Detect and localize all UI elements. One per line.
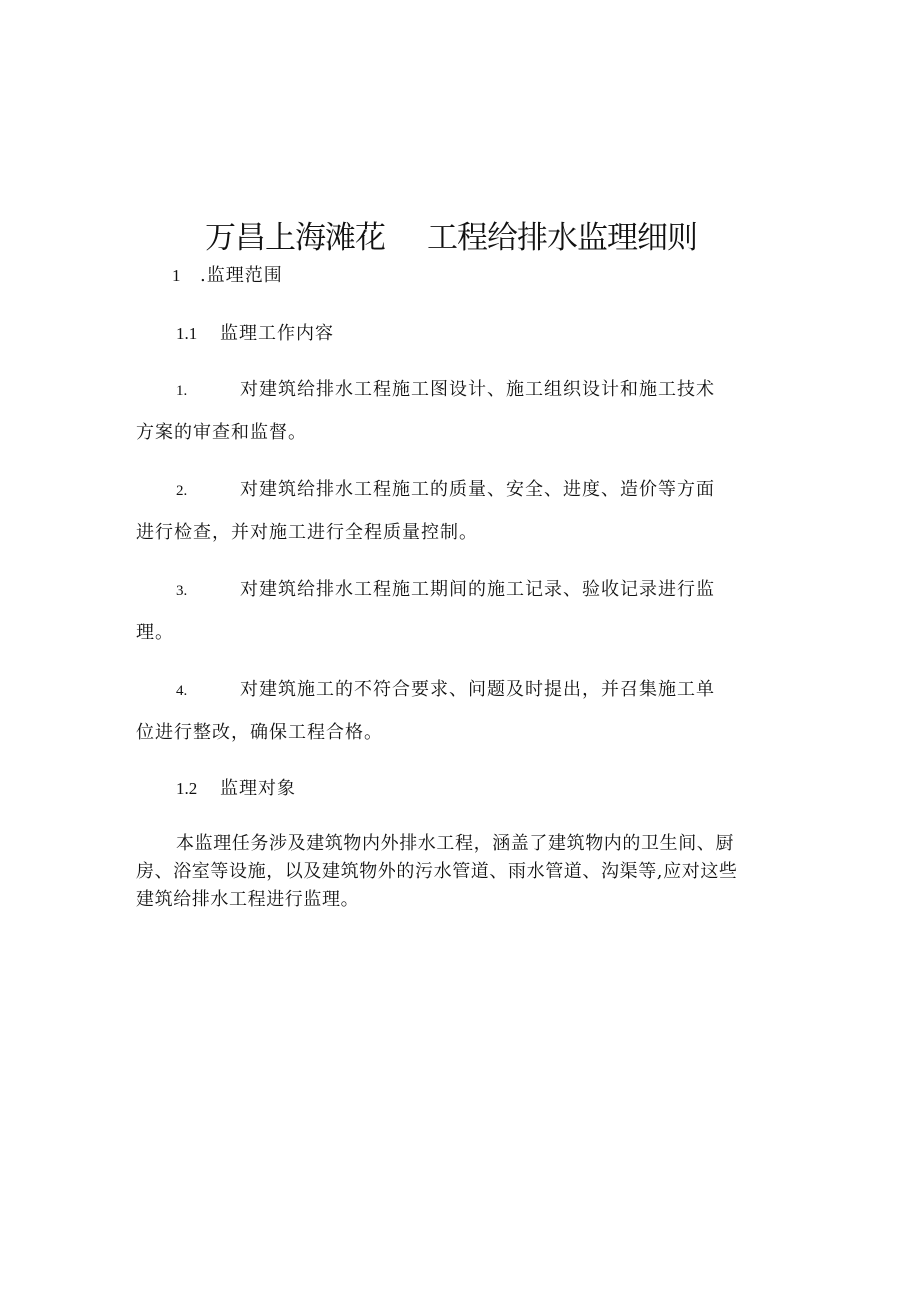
section-heading-1-2 <box>176 777 296 801</box>
item-text: 对建筑给排水工程施工的质量、安全、进度、造价等方面 <box>240 479 715 500</box>
paragraph-line-3: 建筑给排水工程进行监理。 <box>136 889 360 910</box>
item-text: 对建筑施工的不符合要求、问题及时提出，并召集施工单 <box>240 679 715 700</box>
paragraph-line-2: 房、浴室等设施，以及建筑物外的污水管道、雨水管道、沟渠等,应对这些 <box>136 861 738 882</box>
section-number: 1.1 <box>176 324 198 343</box>
section-number: 1.2 <box>176 779 198 798</box>
item-number: 1. <box>176 383 188 399</box>
document-title <box>205 218 765 258</box>
list-item-1-continuation: 方案的审查和监督。 <box>136 422 307 443</box>
section-label: .监理范围 <box>200 265 283 286</box>
item-text: 对建筑给排水工程施工期间的施工记录、验收记录进行监 <box>240 579 715 600</box>
title-part2: 工程给排水监理细则 <box>427 220 697 256</box>
title-part1: 万昌上海滩花 <box>205 220 385 256</box>
section-label: 监理工作内容 <box>220 323 334 344</box>
item-number: 2. <box>176 483 188 499</box>
list-item-1-first-line <box>176 378 715 403</box>
list-item-2-continuation: 进行检查，并对施工进行全程质量控制。 <box>136 522 478 543</box>
section-label: 监理对象 <box>220 778 296 799</box>
body-paragraph <box>136 830 796 914</box>
item-number: 3. <box>176 583 188 599</box>
list-item-4-continuation: 位进行整改，确保工程合格。 <box>136 722 383 743</box>
paragraph-line-1: 本监理任务涉及建筑物内外排水工程，涵盖了建筑物内的卫生间、厨 <box>176 833 734 854</box>
item-number: 4. <box>176 683 188 699</box>
list-item-2-first-line <box>176 478 715 503</box>
item-text: 对建筑给排水工程施工图设计、施工组织设计和施工技术 <box>240 379 715 400</box>
list-item-4-first-line <box>176 678 715 703</box>
section-heading-1-1 <box>176 322 334 346</box>
section-heading-1 <box>172 264 283 288</box>
list-item-3-continuation: 理。 <box>136 622 174 643</box>
section-number: 1 <box>172 266 181 285</box>
list-item-3-first-line <box>176 578 715 603</box>
